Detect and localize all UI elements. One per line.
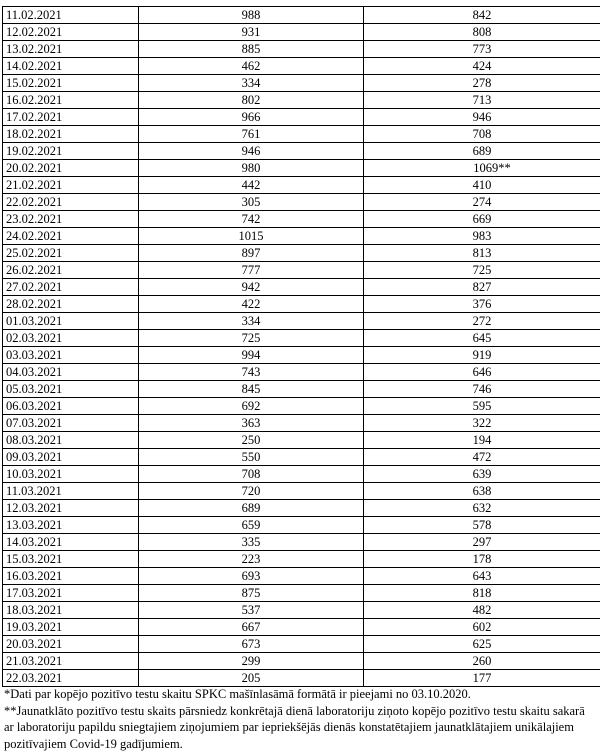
value-cell-1: 885 xyxy=(139,41,364,58)
date-cell: 04.03.2021 xyxy=(3,364,139,381)
value-cell-2: 645 xyxy=(364,330,600,347)
value-cell-2: 410 xyxy=(364,177,600,194)
date-cell: 25.02.2021 xyxy=(3,245,139,262)
value-cell-1: 897 xyxy=(139,245,364,262)
value-cell-2: 946 xyxy=(364,109,600,126)
value-cell-2: 278 xyxy=(364,75,600,92)
date-cell: 20.02.2021 xyxy=(3,160,139,177)
date-cell: 03.03.2021 xyxy=(3,347,139,364)
table-body xyxy=(3,7,600,687)
table-row xyxy=(3,381,600,398)
table-row xyxy=(3,602,600,619)
date-cell: 19.03.2021 xyxy=(3,619,139,636)
table-row xyxy=(3,177,600,194)
value-cell-1: 742 xyxy=(139,211,364,228)
footnotes xyxy=(4,686,596,752)
date-cell: 21.02.2021 xyxy=(3,177,139,194)
date-cell: 07.03.2021 xyxy=(3,415,139,432)
value-cell-2: 260 xyxy=(364,653,600,670)
value-cell-2: 746 xyxy=(364,381,600,398)
table-row xyxy=(3,500,600,517)
date-cell: 14.02.2021 xyxy=(3,58,139,75)
value-cell-1: 931 xyxy=(139,24,364,41)
table-row xyxy=(3,653,600,670)
date-cell: 12.03.2021 xyxy=(3,500,139,517)
table-row xyxy=(3,585,600,602)
value-cell-2: 646 xyxy=(364,364,600,381)
table-row xyxy=(3,58,600,75)
value-cell-2: 818 xyxy=(364,585,600,602)
table-row xyxy=(3,296,600,313)
value-cell-1: 743 xyxy=(139,364,364,381)
value-cell-2: 424 xyxy=(364,58,600,75)
value-cell-2: 919 xyxy=(364,347,600,364)
value-cell-2: 983 xyxy=(364,228,600,245)
value-cell-2: 632 xyxy=(364,500,600,517)
table-row xyxy=(3,636,600,653)
date-cell: 28.02.2021 xyxy=(3,296,139,313)
date-cell: 13.03.2021 xyxy=(3,517,139,534)
table-row xyxy=(3,109,600,126)
table-row xyxy=(3,534,600,551)
value-cell-2: 177 xyxy=(364,670,600,687)
value-cell-1: 693 xyxy=(139,568,364,585)
value-cell-1: 980 xyxy=(139,160,364,177)
value-cell-2: 482 xyxy=(364,602,600,619)
value-cell-2: 639 xyxy=(364,466,600,483)
value-cell-1: 335 xyxy=(139,534,364,551)
data-table xyxy=(2,6,600,687)
date-cell: 18.02.2021 xyxy=(3,126,139,143)
table-row xyxy=(3,211,600,228)
date-cell: 22.03.2021 xyxy=(3,670,139,687)
date-cell: 09.03.2021 xyxy=(3,449,139,466)
value-cell-2: 297 xyxy=(364,534,600,551)
value-cell-2: 602 xyxy=(364,619,600,636)
value-cell-2: 194 xyxy=(364,432,600,449)
value-cell-1: 689 xyxy=(139,500,364,517)
table-row xyxy=(3,92,600,109)
value-cell-1: 994 xyxy=(139,347,364,364)
value-cell-1: 875 xyxy=(139,585,364,602)
value-cell-1: 250 xyxy=(139,432,364,449)
date-cell: 08.03.2021 xyxy=(3,432,139,449)
date-cell: 16.02.2021 xyxy=(3,92,139,109)
footnote-2: **Jaunatklāto pozitīvo testu skaits pārsniedz konkrētajā dienā laboratoriju ziņoto kopējo pozitīvo testu skaitu sakarā ar laboratoriju papildu sniegtajiem ziņojumiem par iepriekšējās dienās konstatētajiem jaunatklātajiem unikālajiem pozitīvajiem Covid-19 gadījumiem. xyxy=(4,703,585,751)
value-cell-1: 720 xyxy=(139,483,364,500)
table-row xyxy=(3,143,600,160)
value-cell-2: 708 xyxy=(364,126,600,143)
date-cell: 18.03.2021 xyxy=(3,602,139,619)
value-cell-1: 1015 xyxy=(139,228,364,245)
date-cell: 16.03.2021 xyxy=(3,568,139,585)
date-cell: 23.02.2021 xyxy=(3,211,139,228)
value-cell-1: 659 xyxy=(139,517,364,534)
table-row xyxy=(3,347,600,364)
value-cell-1: 205 xyxy=(139,670,364,687)
table-row xyxy=(3,568,600,585)
value-cell-1: 299 xyxy=(139,653,364,670)
value-cell-1: 363 xyxy=(139,415,364,432)
date-cell: 26.02.2021 xyxy=(3,262,139,279)
table-row xyxy=(3,330,600,347)
value-cell-2: 578 xyxy=(364,517,600,534)
date-cell: 14.03.2021 xyxy=(3,534,139,551)
table-row xyxy=(3,279,600,296)
table-row xyxy=(3,262,600,279)
value-cell-1: 334 xyxy=(139,313,364,330)
table-row xyxy=(3,415,600,432)
table-row xyxy=(3,398,600,415)
value-cell-1: 667 xyxy=(139,619,364,636)
date-cell: 10.03.2021 xyxy=(3,466,139,483)
date-cell: 17.02.2021 xyxy=(3,109,139,126)
date-cell: 21.03.2021 xyxy=(3,653,139,670)
date-cell: 24.02.2021 xyxy=(3,228,139,245)
date-cell: 27.02.2021 xyxy=(3,279,139,296)
value-cell-1: 442 xyxy=(139,177,364,194)
value-cell-1: 777 xyxy=(139,262,364,279)
value-cell-1: 725 xyxy=(139,330,364,347)
table-row xyxy=(3,313,600,330)
table-row xyxy=(3,449,600,466)
value-cell-1: 305 xyxy=(139,194,364,211)
value-cell-1: 942 xyxy=(139,279,364,296)
value-cell-2: 842 xyxy=(364,7,600,24)
value-cell-2: 669 xyxy=(364,211,600,228)
footnote-1: *Dati par kopējo pozitīvo testu skaitu SPKC mašīnlasāmā formātā ir pieejami no 03.10.2020. xyxy=(4,687,471,701)
date-cell: 11.02.2021 xyxy=(3,7,139,24)
value-cell-2: 725 xyxy=(364,262,600,279)
table-row xyxy=(3,517,600,534)
value-cell-2: 625 xyxy=(364,636,600,653)
table-row xyxy=(3,126,600,143)
value-cell-1: 462 xyxy=(139,58,364,75)
value-cell-1: 550 xyxy=(139,449,364,466)
value-cell-2: 808 xyxy=(364,24,600,41)
date-cell: 17.03.2021 xyxy=(3,585,139,602)
value-cell-1: 802 xyxy=(139,92,364,109)
table-row xyxy=(3,41,600,58)
value-cell-1: 692 xyxy=(139,398,364,415)
date-cell: 15.02.2021 xyxy=(3,75,139,92)
value-cell-1: 422 xyxy=(139,296,364,313)
value-cell-1: 845 xyxy=(139,381,364,398)
date-cell: 05.03.2021 xyxy=(3,381,139,398)
value-cell-2: 178 xyxy=(364,551,600,568)
value-cell-1: 537 xyxy=(139,602,364,619)
value-cell-2: 376 xyxy=(364,296,600,313)
table-row xyxy=(3,228,600,245)
value-cell-1: 946 xyxy=(139,143,364,160)
date-cell: 01.03.2021 xyxy=(3,313,139,330)
table-row xyxy=(3,466,600,483)
value-cell-1: 334 xyxy=(139,75,364,92)
value-cell-2: 272 xyxy=(364,313,600,330)
table-row xyxy=(3,483,600,500)
value-cell-2: 643 xyxy=(364,568,600,585)
date-cell: 15.03.2021 xyxy=(3,551,139,568)
value-cell-2: 689 xyxy=(364,143,600,160)
value-cell-1: 673 xyxy=(139,636,364,653)
table-row xyxy=(3,160,600,177)
date-cell: 20.03.2021 xyxy=(3,636,139,653)
date-cell: 12.02.2021 xyxy=(3,24,139,41)
value-cell-2: 773 xyxy=(364,41,600,58)
table-row xyxy=(3,364,600,381)
table-row xyxy=(3,619,600,636)
date-cell: 22.02.2021 xyxy=(3,194,139,211)
value-cell-1: 761 xyxy=(139,126,364,143)
value-cell-2: 274 xyxy=(364,194,600,211)
value-cell-1: 966 xyxy=(139,109,364,126)
value-cell-2: 472 xyxy=(364,449,600,466)
date-cell: 19.02.2021 xyxy=(3,143,139,160)
table-row xyxy=(3,194,600,211)
value-cell-2: 1069** xyxy=(364,160,600,177)
value-cell-1: 988 xyxy=(139,7,364,24)
table-row xyxy=(3,75,600,92)
value-cell-1: 223 xyxy=(139,551,364,568)
date-cell: 13.02.2021 xyxy=(3,41,139,58)
table-row xyxy=(3,551,600,568)
date-cell: 02.03.2021 xyxy=(3,330,139,347)
table-row xyxy=(3,432,600,449)
value-cell-2: 322 xyxy=(364,415,600,432)
table-row xyxy=(3,670,600,687)
table-row xyxy=(3,24,600,41)
value-cell-1: 708 xyxy=(139,466,364,483)
value-cell-2: 638 xyxy=(364,483,600,500)
value-cell-2: 813 xyxy=(364,245,600,262)
value-cell-2: 827 xyxy=(364,279,600,296)
table-row xyxy=(3,245,600,262)
date-cell: 11.03.2021 xyxy=(3,483,139,500)
date-cell: 06.03.2021 xyxy=(3,398,139,415)
value-cell-2: 595 xyxy=(364,398,600,415)
table-row xyxy=(3,7,600,24)
value-cell-2: 713 xyxy=(364,92,600,109)
